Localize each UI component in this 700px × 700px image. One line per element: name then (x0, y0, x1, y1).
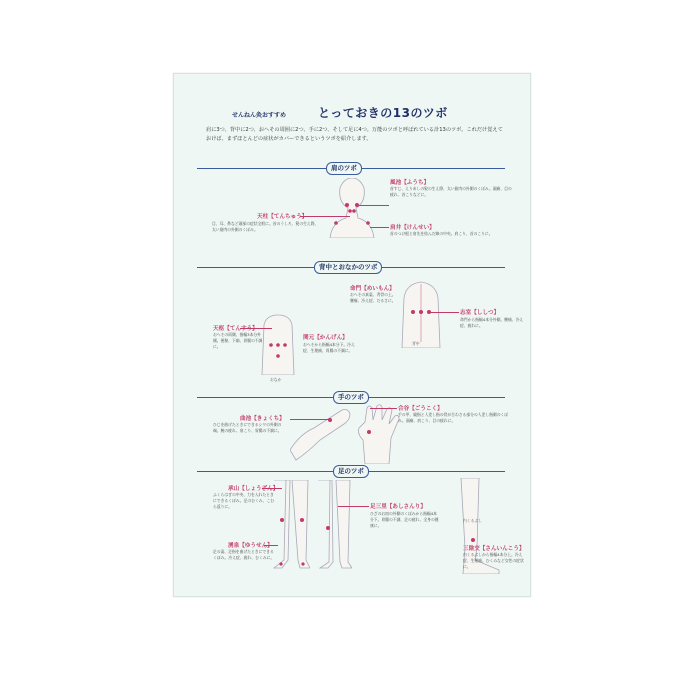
point-desc-sanri: ひざのお皿の外側のくぼみから指幅4本分下。胃腸の不調、足の疲れ、全身の健康に。 (370, 511, 439, 528)
point-desc-tenchu: 目、耳、鼻など頭部の症状全般に。首のうしろ、髪の生え際、太い筋肉の外側のくぼみ。 (212, 221, 319, 232)
leader-sanri (338, 506, 369, 507)
head-figure (320, 178, 384, 238)
point-name-tenchu: 天柱【てんちゅう】 (257, 214, 308, 220)
section-title-foot: 足のツボ (333, 465, 369, 478)
point-desc-shishitsu: 命門から指幅4本分外側。腰痛、冷え症、疲れに。 (460, 317, 524, 328)
leader-goukoku (370, 408, 397, 409)
label-ankle: 内くるぶし (463, 518, 482, 523)
point-name-shishitsu: 志室【ししつ】 (460, 310, 500, 316)
point-desc-yusen: 足の裏、足指を曲げたときにできるくぼみ。冷え症、疲れ、むくみに。 (213, 549, 275, 560)
point-desc-meimon: おへその真裏、背骨の上。腰痛、冷え症、だるさに。 (350, 292, 396, 303)
arm-figure (290, 404, 360, 462)
point-name-goukoku: 合谷【ごうこく】 (398, 406, 443, 412)
hand-figure (355, 404, 401, 464)
point-name-meimon: 命門【めいもん】 (350, 286, 395, 292)
point-desc-tensu: おへその両側、指幅3本分外側。便秘、下痢、胃腸の不調に。 (213, 332, 263, 349)
point-name-sanri: 足三里【あしさんり】 (370, 504, 426, 510)
point-name-yusen: 湧泉【ゆうせん】 (228, 543, 273, 549)
label-belly: おなか (270, 377, 282, 382)
point-name-tensu: 天枢【てんすう】 (213, 326, 258, 332)
leader-shouzan (262, 488, 282, 489)
leader-shishitsu (430, 312, 459, 313)
point-desc-shouzan: ふくらはぎの中央、力を入れたときにできるくぼみ。足のむくみ、こむら返りに。 (213, 492, 275, 509)
section-title-back: 背中とおなかのツボ (314, 261, 382, 274)
legs-front-figure (316, 480, 352, 570)
point-desc-kyokuchi: ひじを曲げたときにできるシワの外側の端。腕の疲れ、肩こり、胃腸の不調に。 (213, 422, 282, 433)
intro-text: 肩に3つ、背中に2つ、おへその周囲に2つ、手に2つ、そして足に4つ。万能のツボと呼ばれている計13のツボ。これだけ覚えておけば、まずほとんどの症状がカバーできるというツボを紹介します。 (206, 127, 503, 142)
point-desc-saninkou: 内くるぶしから指幅4本分上。冷え症、生理痛、むくみなど女性の症状に。 (463, 552, 524, 569)
point-name-shouzan: 承山【しょうざん】 (228, 486, 279, 492)
leader-tenchu (300, 216, 350, 217)
leader-yusen (264, 545, 278, 546)
leader-kensei (370, 227, 389, 228)
point-name-fuchi: 風池【ふうち】 (390, 180, 430, 186)
point-name-saninkou: 三陰交【さんいんこう】 (463, 546, 525, 552)
page-title: とっておきの13のツボ (318, 106, 448, 120)
point-desc-kensei: 首のつけ根と肩先を結んだ線の中央。肩こり、首のこりに。 (390, 231, 493, 236)
section-title-shoulder: 肩のツボ (326, 162, 362, 175)
point-desc-fuchi: 首すじ、えりあしの髪の生え際、太い筋肉の外側のくぼみ。頭痛、目の疲れ、首こりなどに。 (390, 186, 512, 197)
point-desc-kangen: おへそから指幅4本分下。冷え症、生理痛、胃腸の不調に。 (303, 342, 355, 353)
leader-kyokuchi (290, 419, 330, 420)
belly-figure (258, 313, 298, 375)
point-name-kyokuchi: 曲池【きょくち】 (240, 416, 285, 422)
point-name-kensei: 肩井【けんせい】 (390, 225, 435, 231)
leader-fuchi (359, 205, 389, 206)
back-figure (396, 278, 446, 348)
point-desc-goukoku: 手の甲、親指と人差し指の骨が合わさる部分の人差し指側のくぼみ。頭痛、肩こり、目の疲れに。 (398, 412, 509, 423)
point-name-kangen: 関元【かんげん】 (303, 335, 348, 341)
legs-back-figure (272, 480, 310, 570)
section-title-hand: 手のツボ (333, 391, 369, 404)
label-back: 背中 (412, 341, 420, 346)
leader-tensu (240, 328, 272, 329)
header-subtitle: せんねん灸おすすめ (232, 112, 287, 119)
